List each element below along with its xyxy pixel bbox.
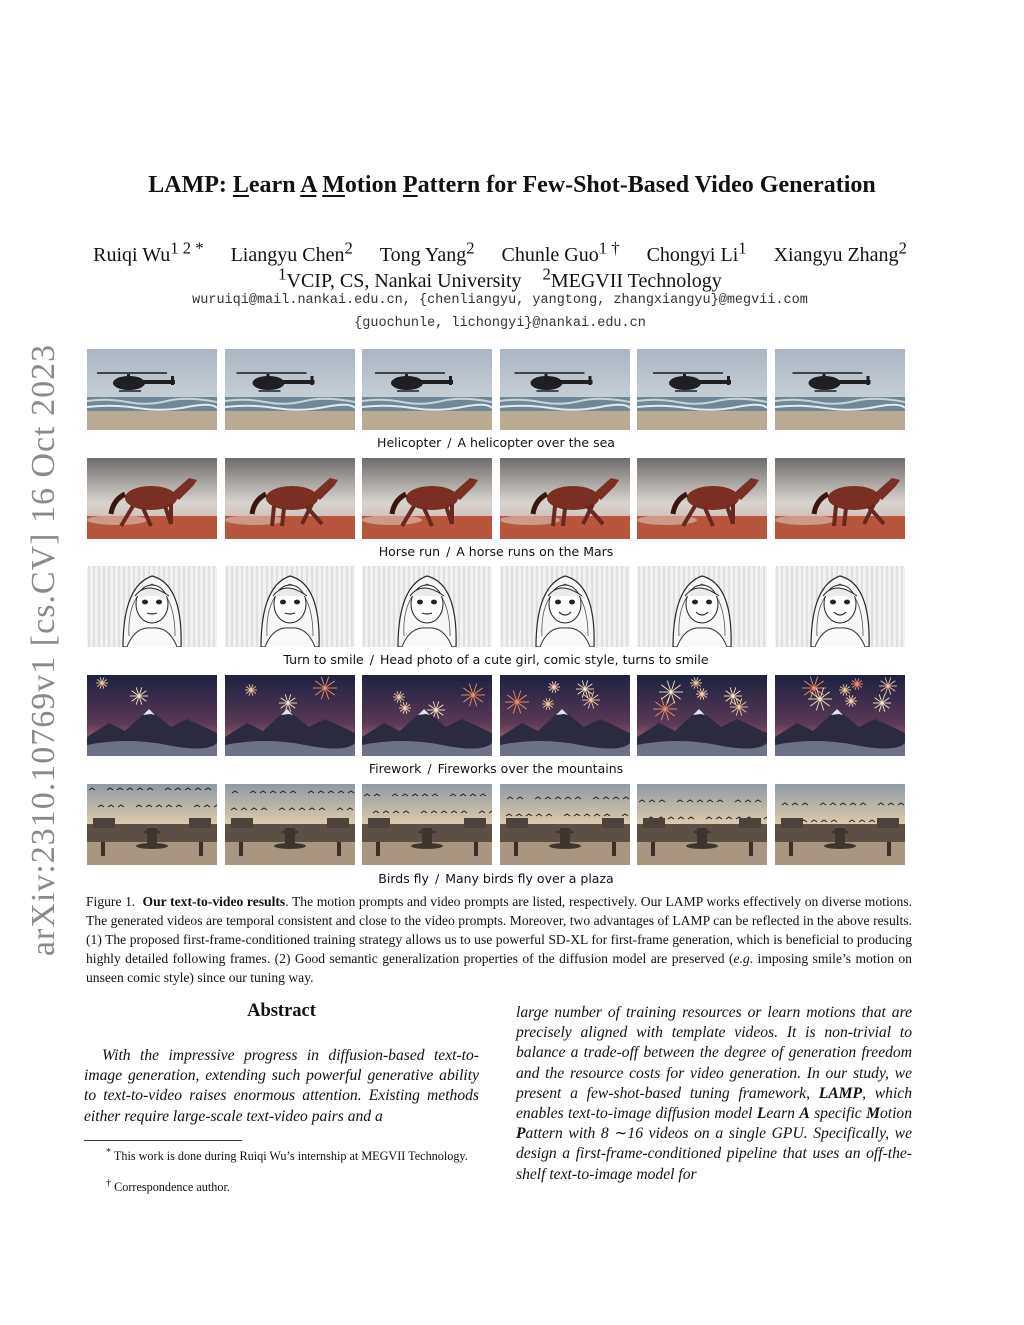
- video-prompt: A horse runs on the Mars: [456, 544, 614, 559]
- paper-title: LAMP: Learn A Motion Pattern for Few-Shot-Based Video Generation: [148, 172, 876, 198]
- video-prompt: Fireworks over the mountains: [437, 761, 624, 776]
- figure-row-birds: [87, 784, 905, 865]
- birds-frame: [87, 784, 217, 865]
- author-list: [60, 238, 940, 267]
- abstract-heading: Abstract: [247, 1001, 316, 1021]
- author: Xiangyu Zhang$^2$: [773, 238, 907, 266]
- birds-frame: [775, 784, 905, 865]
- video-prompt: Head photo of a cute girl, comic style, turns to smile: [379, 652, 709, 667]
- firework-frame: [87, 675, 217, 756]
- helicopter-frame: [775, 349, 905, 430]
- horse-frame: [87, 458, 217, 539]
- birds-frame: [637, 784, 767, 865]
- firework-frame: [637, 675, 767, 756]
- helicopter-frame: [637, 349, 767, 430]
- girl-frame: [225, 566, 355, 647]
- motion-prompt: Helicopter: [377, 435, 442, 450]
- figure-row-helicopter: [87, 349, 905, 430]
- motion-prompt: Turn to smile: [283, 652, 364, 667]
- abstract-text-left: With the impressive progress in diffusion-based text-to-image generation, extending such powerful generative ability to text-to-video raises enormous attention. Existing methods either require large-scale text-video pairs and a: [84, 1047, 479, 1125]
- firework-frame: [225, 675, 355, 756]
- birds-frame: [225, 784, 355, 865]
- horse-frame: [500, 458, 630, 539]
- figure-row-horse: [87, 458, 905, 539]
- horse-frame: [362, 458, 492, 539]
- author: Chunle Guo$^{1 \dagger}$: [501, 238, 620, 266]
- abstract-text-right: large number of training resources or learn motions that are precisely aligned with template videos. It is non-trivial to balance a trade-off between the degree of generation freedom and the resource costs for video generation. In our study, we present a few-shot-based tuning framework, LAMP, which enables text-to-image diffusion model Learn A specific Motion Pattern with 8 ∼16 videos on a single GPU. Specifically, we design a first-frame-conditioned pipeline that uses an off-the-shelf text-to-image model for: [516, 1004, 913, 1183]
- affiliation: $^2$MEGVII Technology: [542, 264, 722, 292]
- motion-prompt: Firework: [368, 761, 422, 776]
- arxiv-identifier: arXiv:2310.10769v1 [cs.CV] 16 Oct 2023: [25, 343, 62, 957]
- row-caption: [87, 435, 905, 450]
- affiliation: $^1$VCIP, CS, Nankai University: [278, 264, 522, 292]
- prompt-separator: /: [446, 544, 451, 559]
- affiliations: [60, 264, 940, 293]
- row-caption: [87, 761, 905, 776]
- prompt-separator: /: [434, 871, 440, 886]
- footnote: * This work is done during Ruiqi Wu’s internship at MEGVII Technology.: [106, 1147, 468, 1164]
- firework-frame: [362, 675, 492, 756]
- birds-frame: [362, 784, 492, 865]
- horse-frame: [225, 458, 355, 539]
- prompt-separator: /: [369, 652, 374, 667]
- footnote-rule: [84, 1140, 242, 1141]
- author: Tong Yang$^2$: [379, 238, 475, 266]
- prompt-separator: /: [427, 761, 432, 776]
- figure-row-girl: [87, 566, 905, 647]
- girl-frame: [500, 566, 630, 647]
- firework-frame: [775, 675, 905, 756]
- author: Chongyi Li$^1$: [646, 238, 747, 266]
- email-line-1: wuruiqi@mail.nankai.edu.cn, {chenliangyu, yangtong, zhangxiangyu}@megvii.com: [192, 293, 808, 308]
- author: Ruiqi $Wu^{1 2 *}$: [93, 238, 204, 266]
- girl-frame: [87, 566, 217, 647]
- girl-frame: [775, 566, 905, 647]
- email-line-2: {guochunle, lichongyi}@nankai.edu.cn: [354, 316, 646, 331]
- helicopter-frame: [362, 349, 492, 430]
- girl-frame: [362, 566, 492, 647]
- birds-frame: [500, 784, 630, 865]
- prompt-separator: /: [447, 435, 452, 450]
- helicopter-frame: [500, 349, 630, 430]
- figure-row-firework: [87, 675, 905, 756]
- girl-frame: [637, 566, 767, 647]
- figure-caption: Figure 1. Our text-to-video results. The motion prompts and video prompts are listed, respectively. Our LAMP works effectively on diverse motions. The generated videos are temporal consistent and close to the video prompts. Moreover, two advantages of LAMP can be reflected in the above results. (1) The proposed first-frame-conditioned training strategy allows us to use powerful SD-XL for first-frame generation, which is beneficial to producing highly detailed following frames. (2) Good semantic generalization properties of the diffusion model are preserved (e.g. imposing smile’s motion on unseen comic style) since our tuning way.: [86, 894, 912, 985]
- video-prompt: Many birds fly over a plaza: [445, 871, 614, 886]
- row-caption: [87, 871, 905, 886]
- motion-prompt: Birds fly: [378, 871, 429, 886]
- motion-prompt: Horse run: [378, 544, 441, 559]
- firework-frame: [500, 675, 630, 756]
- horse-frame: [775, 458, 905, 539]
- helicopter-frame: [87, 349, 217, 430]
- horse-frame: [637, 458, 767, 539]
- row-caption: [87, 544, 905, 559]
- footnote: † Correspondence author.: [106, 1178, 230, 1195]
- helicopter-frame: [225, 349, 355, 430]
- author: Liangyu Chen$^2$: [230, 238, 353, 266]
- video-prompt: A helicopter over the sea: [457, 435, 615, 450]
- row-caption: [87, 652, 905, 667]
